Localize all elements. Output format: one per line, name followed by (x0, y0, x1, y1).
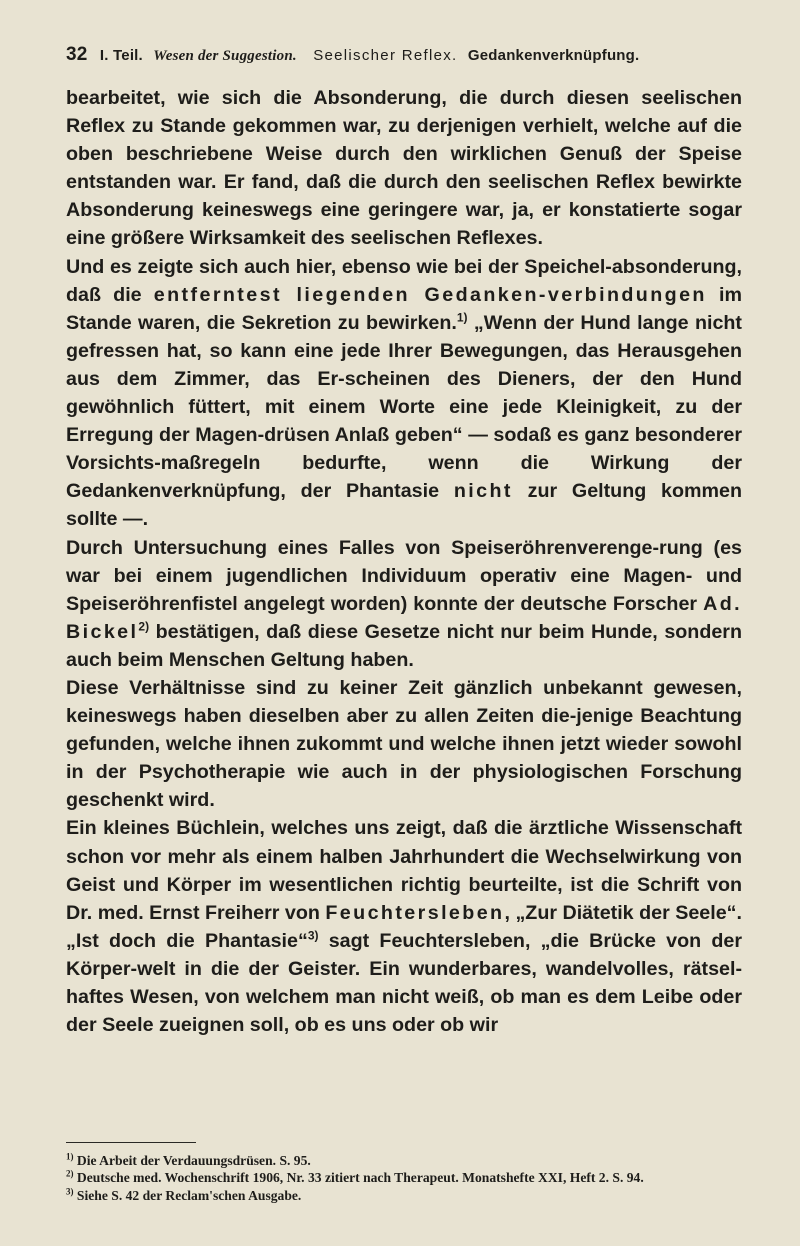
paragraph-2-text-b: im Stande waren, die Sekretion zu bewirken. (66, 283, 743, 334)
header-topic: Gedankenverknüpfung. (467, 47, 640, 64)
footnote-1-text: Die Arbeit der Verdauungsdrüsen. S. 95. (73, 1153, 311, 1168)
page-number: 32 (66, 44, 88, 65)
footnote-1-mark: 1) (66, 1151, 74, 1162)
footnote-3-mark: 3) (66, 1186, 74, 1197)
footnote-2 (66, 1169, 742, 1186)
footnote-1 (66, 1152, 742, 1169)
paragraph-1-text: bearbeitet, wie sich die Absonderung, die durch diesen seelischen Reflex zu Stande gekommen war, zu derjenigen verhielt, welche auf die oben beschriebene Weise durch den wirklichen Genuß der Speise entstanden war. Er fand, daß die durch den seelischen Reflex bewirkte Absonderung keineswegs eine geringere war, ja, er konstatierte sogar eine größere Wirksamkeit des seelischen Reflexes. (66, 87, 742, 250)
paragraph-3-text-a: Durch Untersuchung eines Falles von Speiseröhrenverenge-rung (es war bei einem jugendlichen Individuum operativ eine Magen- und Speiseröhrenfistel angelegt worden) konnte der deutsche Forscher (66, 536, 742, 615)
paragraph-5-text-b: , „Zur Diätetik der Seele“. „Ist doch die Phantasie“ (66, 901, 742, 952)
header-section: Seelischer Reflex. (313, 47, 458, 64)
paragraph-2-emphasis: entferntest liegenden Gedanken-verbindungen (153, 283, 707, 306)
paragraph-3 (66, 534, 742, 674)
paragraph-5-text-c: sagt Feuchtersleben, „die Brücke von der Körper-welt in die der Geister. Ein wunderbares, wandelvolles, rätsel-haftes Wesen, von welchem man nicht weiß, ob man es dem Leibe oder der Seele zueignen soll, ob es uns oder ob wir (66, 929, 742, 1037)
body-text (66, 84, 742, 1039)
footnotes (66, 1152, 742, 1204)
paragraph-2-text-d: zur Geltung kommen sollte —. (66, 480, 742, 531)
paragraph-1 (66, 84, 742, 253)
running-header (66, 44, 750, 66)
paragraph-2 (66, 253, 742, 534)
paragraph-2-text-c: „Wenn der Hund lange nicht gefressen hat, so kann eine jede Ihrer Bewegungen, das Herausgehen aus dem Zimmer, das Er-scheinen des Dieners, der den Hund gewöhnlich füttert, mit einem Worte eine jede Kleinigkeit, zu der Erregung der Magen-drüsen Anlaß geben“ — sodaß es ganz besonderer Vorsichts-maßregeln bedurfte, wenn die Wirkung der Gedankenverknüpfung, der Phantasie (66, 311, 742, 503)
footnote-divider (66, 1142, 196, 1143)
paragraph-5 (66, 814, 742, 1039)
footnote-ref-1: 1) (456, 310, 468, 325)
footnote-3-text: Siehe S. 42 der Reclam'schen Ausgabe. (73, 1187, 302, 1203)
paragraph-3-text-b: bestätigen, daß diese Gesetze nicht nur beim Hunde, sondern auch beim Menschen Geltung haben. (66, 620, 742, 671)
paragraph-5-text-a: Ein kleines Büchlein, welches uns zeigt, daß die ärztliche Wissenschaft schon vor mehr als einem halben Jahrhundert die Wechselwirkung von Geist und Körper im wesentlichen richtig beurteilte, ist die Schrift von Dr. med. Ernst Freiherr von (66, 817, 742, 924)
paragraph-4-text: Diese Verhältnisse sind zu keiner Zeit gänzlich unbekannt gewesen, keineswegs haben dieselben aber zu allen Zeiten die-jenige Beachtung gefunden, welche ihnen zukommt und welche ihnen jetzt wieder sowohl in der Psychotherapie wie auch in der physiologischen Forschung geschenkt wird. (66, 676, 742, 812)
paragraph-4 (66, 674, 742, 814)
paragraph-5-emphasis: Feuchtersleben (325, 901, 505, 924)
footnote-2-text: Deutsche med. Wochenschrift 1906, Nr. 33 zitiert nach Therapeut. Monatshefte XXI, Heft 2. S. 94. (73, 1170, 644, 1186)
paragraph-2-emphasis-2: nicht (453, 480, 513, 503)
paragraph-2-text-a: Und es zeigte sich auch hier, ebenso wie bei der Speichel-absonderung, daß die (66, 255, 742, 306)
footnote-ref-2: 2) (138, 619, 150, 634)
footnote-3 (66, 1187, 742, 1204)
footnote-ref-3: 3) (307, 928, 319, 943)
header-part: I. Teil. (99, 47, 143, 64)
header-title: Wesen der Suggestion. (153, 48, 297, 64)
paragraph-3-emphasis: Ad. Bickel (66, 592, 742, 643)
footnote-2-mark: 2) (66, 1168, 74, 1179)
